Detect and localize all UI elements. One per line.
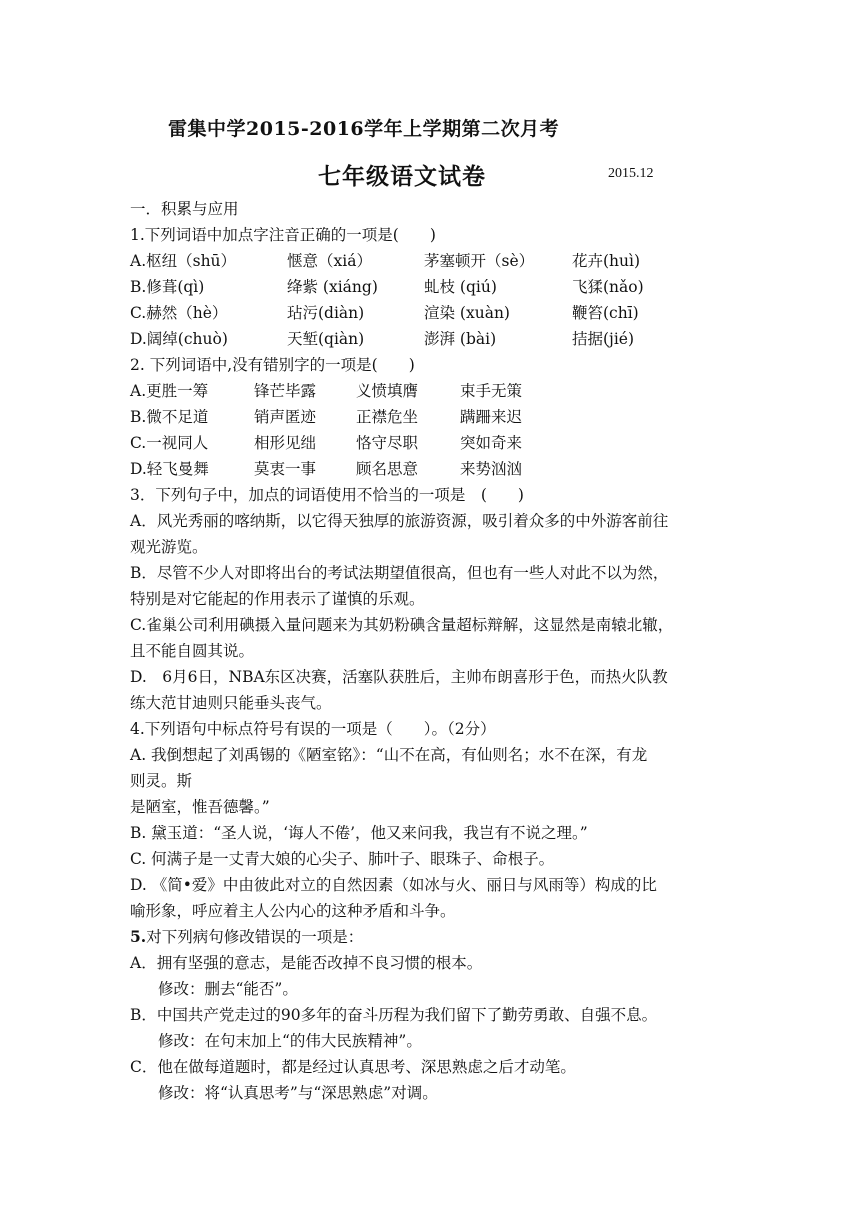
option-cell: 莫衷一事 bbox=[254, 460, 317, 478]
option-cell: 天堑(qiàn) bbox=[287, 330, 365, 348]
question-4-line: 是陋室，惟吾德馨。” bbox=[130, 798, 270, 816]
option-cell: 茅塞顿开（sè） bbox=[424, 252, 535, 270]
question-4-line: B. 黛玉道：“圣人说，‘诲人不倦’，他又来问我，我岂有不说之理。” bbox=[130, 824, 588, 842]
question-4-line: A. 我倒想起了刘禹锡的《陋室铭》：“山不在高，有仙则名；水不在深，有龙 bbox=[130, 746, 648, 764]
option-cell: 束手无策 bbox=[460, 382, 523, 400]
question-5-fix: 修改：在句末加上“的伟大民族精神”。 bbox=[158, 1032, 422, 1050]
question-5-fix: 修改：删去“能否”。 bbox=[158, 980, 298, 998]
question-3-line: C.雀巢公司利用碘摄入量问题来为其奶粉碘含量超标辩解，这显然是南辕北辙， bbox=[130, 616, 674, 634]
question-3-line: 且不能自圆其说。 bbox=[130, 642, 255, 660]
option-cell: 虬枝 (qiú) bbox=[424, 278, 497, 296]
option-cell: C.一视同人 bbox=[130, 434, 209, 452]
section-heading: 一．积累与应用 bbox=[130, 200, 239, 218]
question-5-fix: 修改：将“认真思考”与“深思熟虑”对调。 bbox=[158, 1084, 438, 1102]
exam-title: 雷集中学2015-2016学年上学期第二次月考 bbox=[168, 118, 560, 140]
question-5-text: 对下列病句修改错误的一项是： bbox=[146, 928, 364, 946]
option-cell: C.赫然（hè） bbox=[130, 304, 228, 322]
option-cell: D.阔绰(chuò) bbox=[130, 330, 228, 348]
question-3-line: 观光游览。 bbox=[130, 538, 208, 556]
option-cell: 锋芒毕露 bbox=[254, 382, 317, 400]
question-3-line: B．尽管不少人对即将出台的考试法期望值很高，但也有一些人对此不以为然， bbox=[130, 564, 669, 582]
question-5-sentence: B．中国共产党走过的90多年的奋斗历程为我们留下了勤劳勇敢、自强不息。 bbox=[130, 1006, 658, 1024]
question-2-stem: 2. 下列词语中,没有错别字的一项是( ) bbox=[130, 356, 415, 374]
exam-date: 2015.12 bbox=[608, 166, 654, 181]
option-cell: 拮据(jié) bbox=[572, 330, 635, 348]
question-4-line: D. 《简•爱》中由彼此对立的自然因素（如冰与火、丽日与风雨等）构成的比 bbox=[130, 876, 657, 894]
question-1-stem: 1.下列词语中加点字注音正确的一项是( ) bbox=[130, 226, 436, 244]
question-5-number: 5. bbox=[130, 927, 147, 946]
question-5-sentence: C．他在做每道题时，都是经过认真思考、深思熟虑之后才动笔。 bbox=[130, 1058, 576, 1076]
question-3-line: D. 6月6日，NBA东区决赛，活塞队获胜后，主帅布朗喜形于色，而热火队教 bbox=[130, 668, 668, 686]
option-cell: 正襟危坐 bbox=[356, 408, 419, 426]
question-4-line: 喻形象，呼应着主人公内心的这种矛盾和斗争。 bbox=[130, 902, 456, 920]
option-cell: 义愤填膺 bbox=[356, 382, 419, 400]
option-cell: 渲染 (xuàn) bbox=[424, 304, 510, 322]
question-4-line: C. 何满子是一丈青大娘的心尖子、肺叶子、眼珠子、命根子。 bbox=[130, 850, 555, 868]
question-5-stem bbox=[130, 926, 363, 948]
option-cell: 销声匿迹 bbox=[254, 408, 317, 426]
question-3-line: 特别是对它能起的作用表示了谨慎的乐观。 bbox=[130, 590, 425, 608]
option-cell: 鞭笞(chī) bbox=[572, 304, 639, 322]
option-cell: 玷污(diàn) bbox=[287, 304, 365, 322]
option-cell: 相形见绌 bbox=[254, 434, 317, 452]
option-cell: B.微不足道 bbox=[130, 408, 209, 426]
question-5-sentence: A．拥有坚强的意志，是能否改掉不良习惯的根本。 bbox=[130, 954, 483, 972]
option-cell: 飞猱(nǎo) bbox=[572, 278, 644, 296]
question-3-stem: 3．下列句子中，加点的词语使用不恰当的一项是 ( ) bbox=[130, 486, 524, 504]
option-cell: 惬意（xiá） bbox=[287, 252, 372, 270]
question-4-line: 则灵。斯 bbox=[130, 772, 193, 790]
option-cell: A.枢纽（shū） bbox=[130, 252, 237, 270]
option-cell: 来势汹汹 bbox=[460, 460, 523, 478]
option-cell: A.更胜一筹 bbox=[130, 382, 209, 400]
question-3-line: A．风光秀丽的喀纳斯，以它得天独厚的旅游资源，吸引着众多的中外游客前往 bbox=[130, 512, 669, 530]
option-cell: D.轻飞曼舞 bbox=[130, 460, 209, 478]
exam-subtitle: 七年级语文试卷 bbox=[318, 163, 486, 190]
option-cell: 花卉(huì) bbox=[572, 252, 641, 270]
option-cell: 突如奇来 bbox=[460, 434, 523, 452]
option-cell: 澎湃 (bài) bbox=[424, 330, 497, 348]
option-cell: B.修葺(qì) bbox=[130, 278, 205, 296]
option-cell: 顾名思意 bbox=[356, 460, 419, 478]
option-cell: 绛紫 (xiáng) bbox=[287, 278, 378, 296]
option-cell: 蹒跚来迟 bbox=[460, 408, 523, 426]
question-4-stem: 4.下列语句中标点符号有误的一项是（ ）。（2分） bbox=[130, 720, 496, 738]
option-cell: 恪守尽职 bbox=[356, 434, 419, 452]
question-3-line: 练大范甘迪则只能垂头丧气。 bbox=[130, 694, 332, 712]
